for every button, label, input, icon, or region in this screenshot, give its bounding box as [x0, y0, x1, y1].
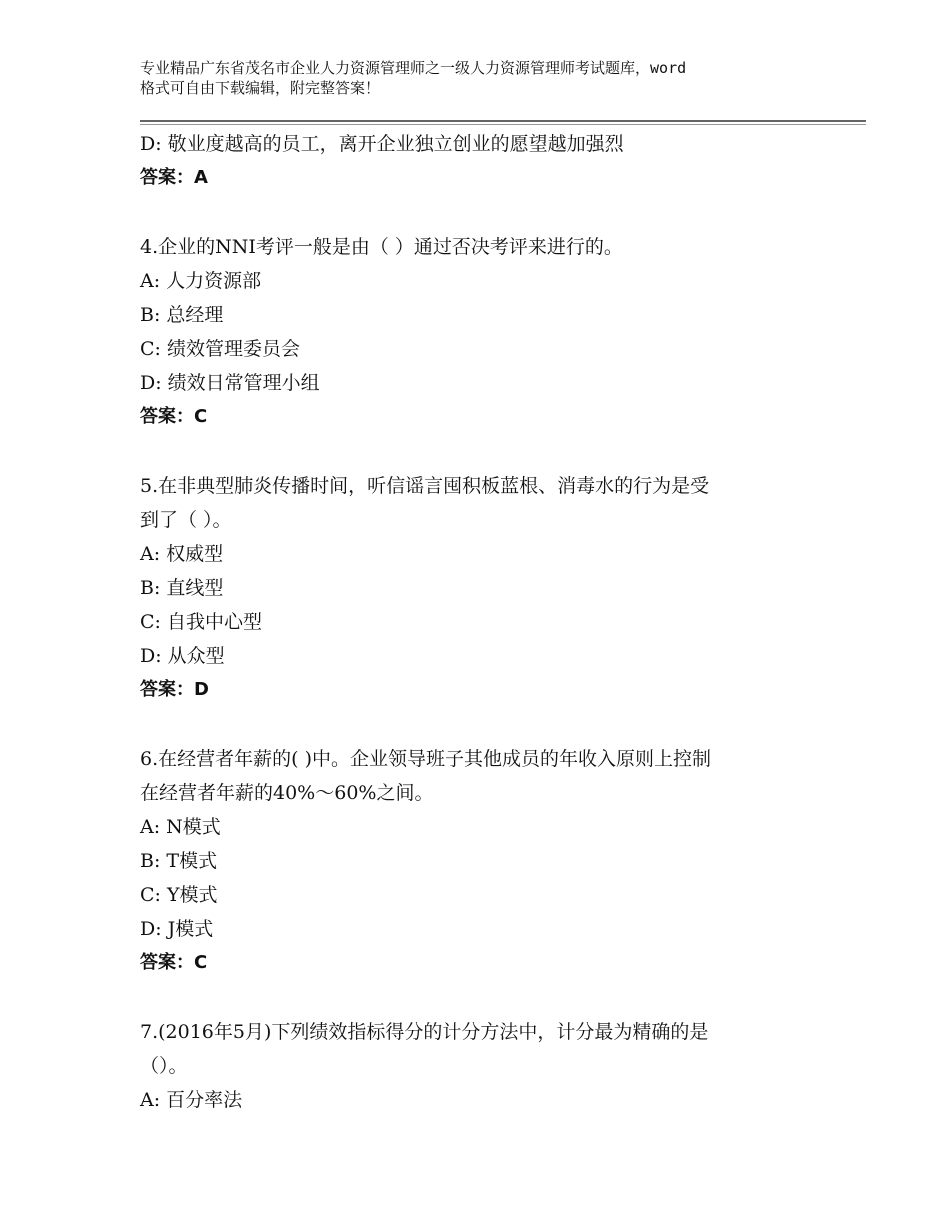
header-title-line-2: 格式可自由下载编辑，附完整答案！ — [140, 79, 381, 97]
option-text: B: 直线型 — [140, 577, 224, 599]
option-text: B: T模式 — [140, 850, 218, 872]
question-text: 在经营者年薪的40%～60%之间。 — [140, 782, 434, 804]
section-spacer — [140, 707, 820, 742]
section-spacer — [140, 434, 820, 469]
question-text: 到了（ ）。 — [140, 509, 232, 531]
option-text: D: J模式 — [140, 918, 214, 940]
answer-line: 答案：D — [140, 679, 209, 700]
option-text: C: 自我中心型 — [140, 611, 262, 633]
answer-line: 答案：C — [140, 406, 208, 427]
section-spacer — [140, 195, 820, 230]
option-text: D: 敬业度越高的员工，离开企业独立创业的愿望越加强烈 — [140, 133, 624, 155]
answer-line: 答案：A — [140, 167, 208, 188]
option-text: C: 绩效管理委员会 — [140, 338, 300, 360]
option-text: D: 从众型 — [140, 645, 225, 667]
question-text: 6.在经营者年薪的( )中。企业领导班子其他成员的年收入原则上控制 — [140, 748, 711, 770]
option-text: C: Y模式 — [140, 884, 218, 906]
question-text: （）。 — [140, 1055, 188, 1077]
header-divider — [140, 120, 866, 122]
document-header — [140, 58, 840, 98]
option-text: D: 绩效日常管理小组 — [140, 372, 320, 394]
option-text: A: 百分率法 — [140, 1089, 243, 1111]
option-text: A: N模式 — [140, 816, 221, 838]
question-text: 7.(2016年5月)下列绩效指标得分的计分方法中，计分最为精确的是 — [140, 1021, 709, 1043]
answer-line: 答案：C — [140, 952, 208, 973]
question-text: 5.在非典型肺炎传播时间，听信谣言囤积板蓝根、消毒水的行为是受 — [140, 475, 710, 497]
option-text: A: 人力资源部 — [140, 270, 262, 292]
option-text: B: 总经理 — [140, 304, 224, 326]
section-spacer — [140, 980, 820, 1015]
header-title-line-1: 专业精品广东省茂名市企业人力资源管理师之一级人力资源管理师考试题库，word — [140, 59, 687, 77]
header-divider-thin — [140, 124, 866, 125]
option-text: A: 权威型 — [140, 543, 224, 565]
question-text: 4.企业的NNI考评一般是由（ ）通过否决考评来进行的。 — [140, 236, 623, 258]
question-list — [140, 127, 820, 1117]
